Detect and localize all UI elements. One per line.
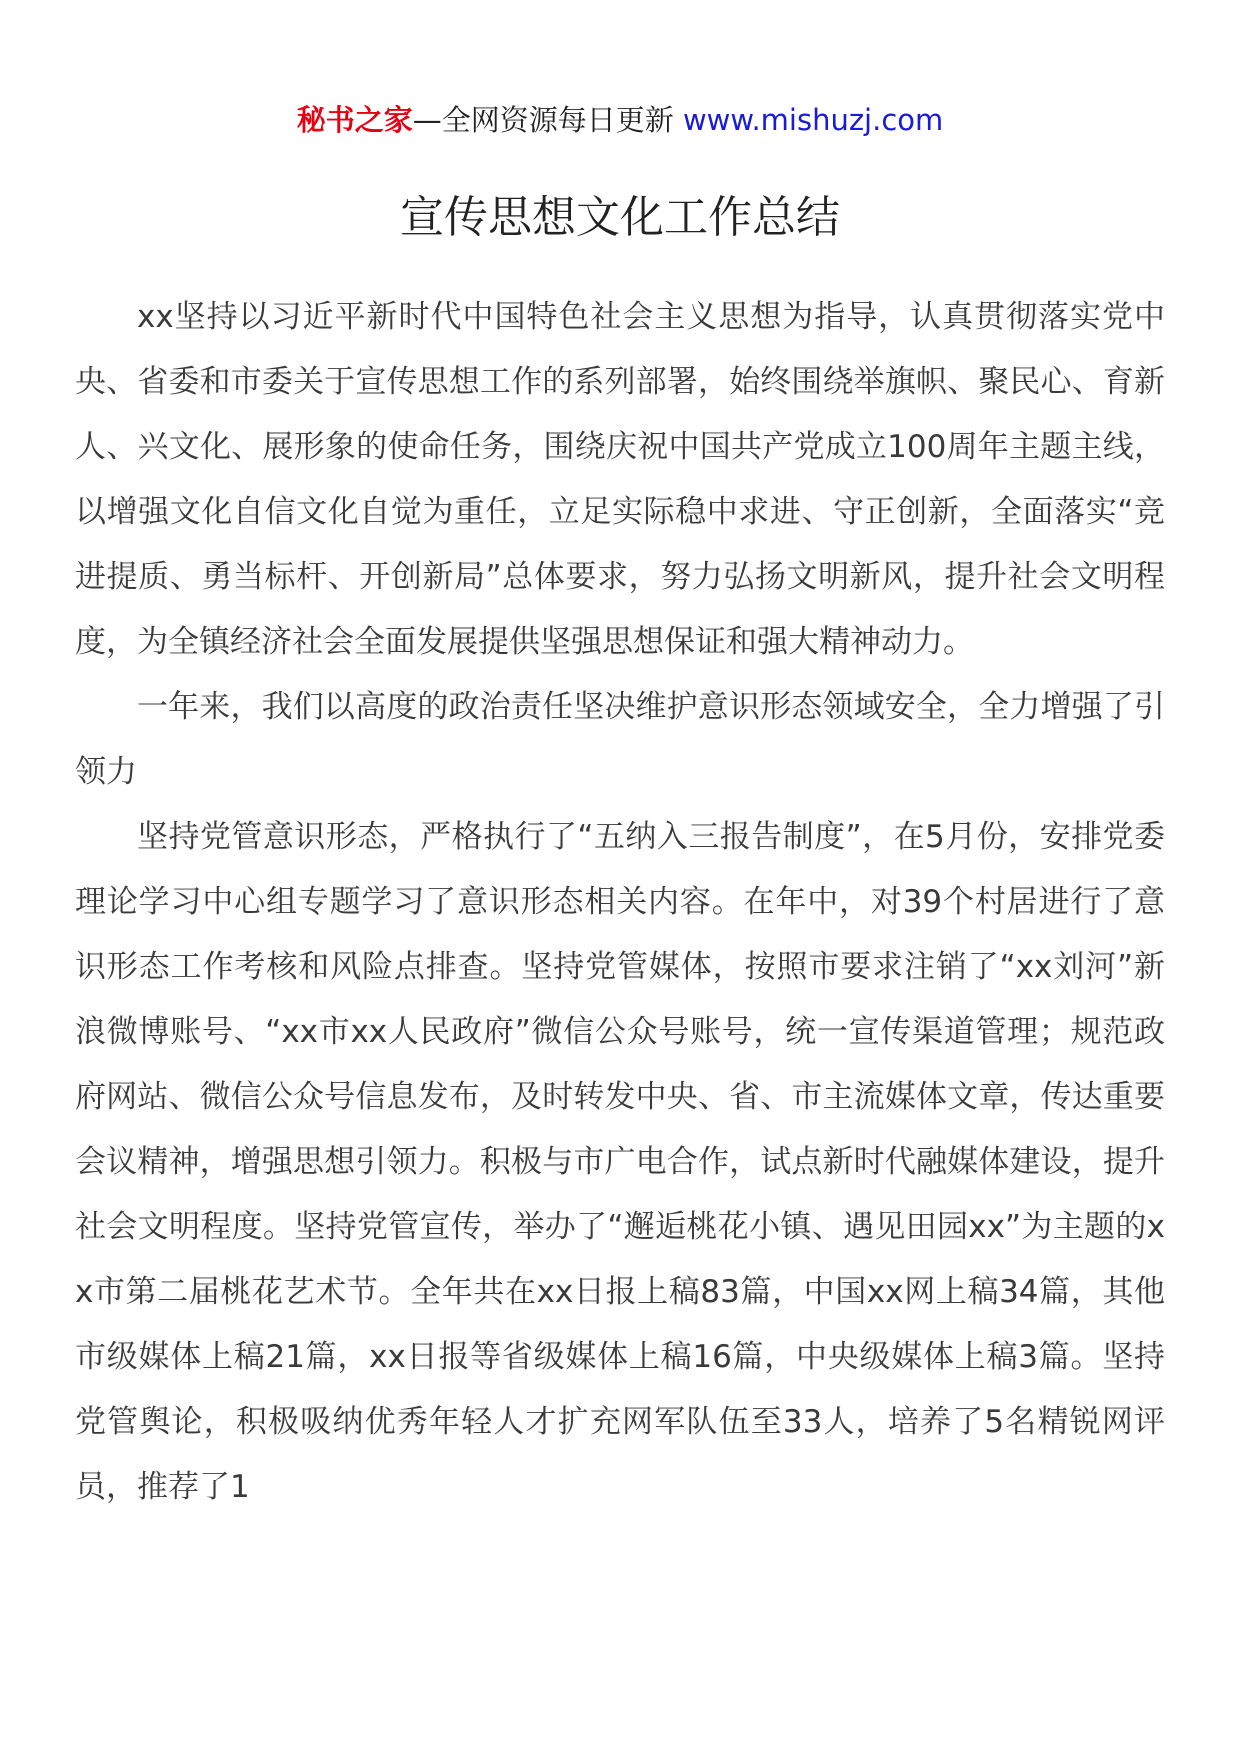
- document-body: [75, 285, 1165, 1520]
- document-title: 宣传思想文化工作总结: [400, 192, 840, 243]
- paragraph-intro: xx坚持以习近平新时代中国特色社会主义思想为指导，认真贯彻落实党中央、省委和市委关于宣传思想工作的系列部署，始终围绕举旗帜、聚民心、育新人、兴文化、展形象的使命任务，围绕庆祝中国共产党成立100周年主题主线，以增强文化自信文化自觉为重任，立足实际稳中求进、守正创新，全面落实“竞进提质、勇当标杆、开创新局”总体要求，努力弘扬文明新风，提升社会文明程度，为全镇经济社会全面发展提供坚强思想保证和强大精神动力。: [75, 299, 1165, 660]
- paragraph-ideology-work: 坚持党管意识形态，严格执行了“五纳入三报告制度”，在5月份，安排党委理论学习中心组专题学习了意识形态相关内容。在年中，对39个村居进行了意识形态工作考核和风险点排查。坚持党管媒体，按照市要求注销了“xx刘河”新浪微博账号、“xx市xx人民政府”微信公众号账号，统一宣传渠道管理；规范政府网站、微信公众号信息发布，及时转发中央、省、市主流媒体文章，传达重要会议精神，增强思想引领力。积极与市广电合作，试点新时代融媒体建设，提升社会文明程度。坚持党管宣传，举办了“邂逅桃花小镇、遇见田园xx”为主题的xx市第二届桃花艺术节。全年共在xx日报上稿83篇，中国xx网上稿34篇，其他市级媒体上稿21篇，xx日报等省级媒体上稿16篇，中央级媒体上稿3篇。坚持党管舆论，积极吸纳优秀年轻人才扩充网军队伍至33人，培养了5名精锐网评员，推荐了1: [75, 819, 1165, 1505]
- paragraph-section-heading: 一年来，我们以高度的政治责任坚决维护意识形态领域安全，全力增强了引领力: [75, 689, 1165, 790]
- site-header-banner: [0, 100, 1240, 140]
- site-url-link[interactable]: www.mishuzj.com: [682, 103, 944, 137]
- header-tagline: —全网资源每日更新: [412, 103, 683, 137]
- brand-name: 秘书之家: [296, 103, 413, 137]
